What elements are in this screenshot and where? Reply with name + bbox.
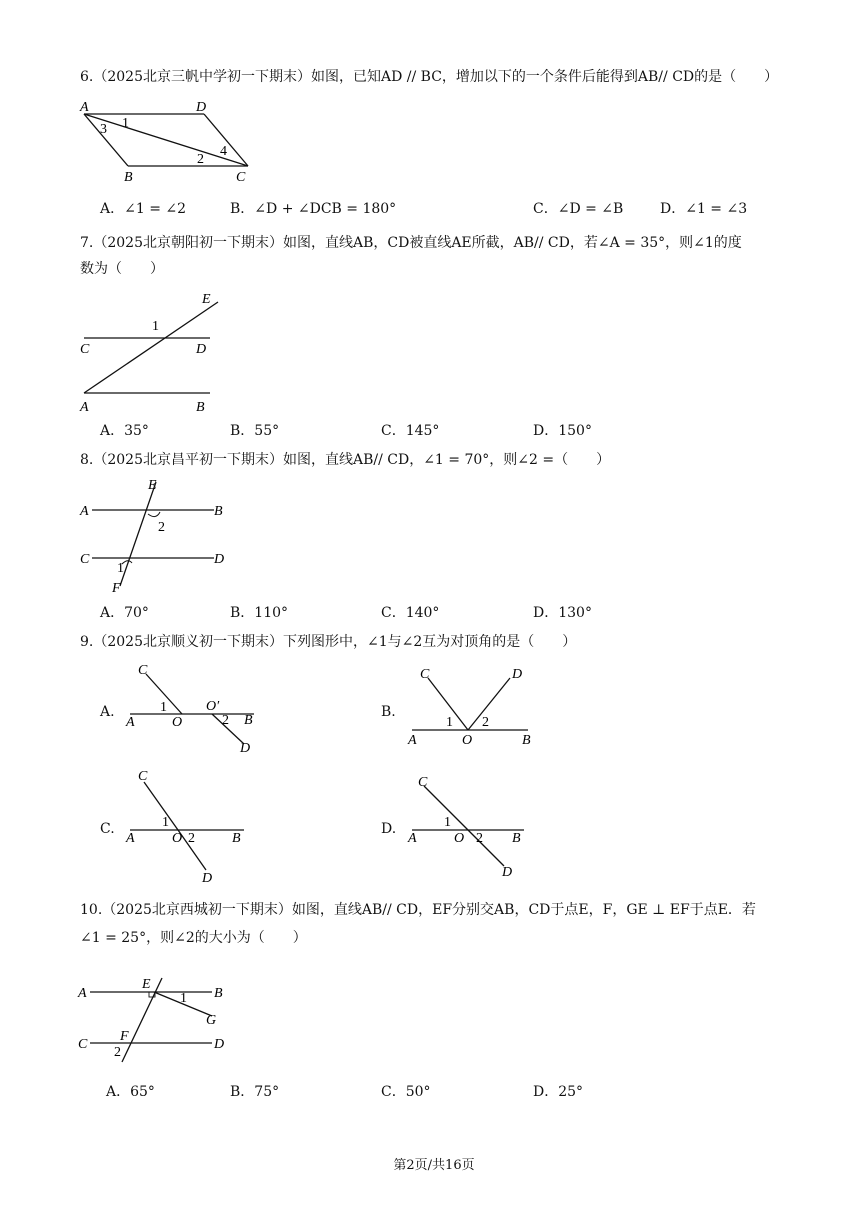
q7-figure — [76, 288, 236, 413]
q8-label-E: E — [148, 478, 157, 493]
q9-figure-d[interactable] — [404, 770, 544, 882]
q8-label-C: C — [80, 552, 90, 567]
q7-angle-1: 1 — [152, 319, 159, 334]
q9-choice-d-label[interactable]: D. — [381, 821, 397, 837]
q9c-label-B: B — [232, 831, 241, 846]
q10-label-F: F — [120, 1029, 129, 1044]
q10-label-E: E — [142, 977, 151, 992]
q9b-angle-1: 1 — [446, 715, 453, 730]
q9a-angle-1: 1 — [160, 700, 167, 715]
q9-choice-b-label[interactable]: B. — [381, 704, 396, 720]
q6-angle-2: 2 — [197, 152, 204, 167]
q9d-angle-2: 2 — [476, 831, 483, 846]
q9b-label-A: A — [408, 733, 417, 748]
q9d-label-B: B — [512, 831, 521, 846]
q8-option-d[interactable]: D．130° — [533, 605, 592, 621]
q8-angle-1: 1 — [117, 561, 124, 576]
q8-option-c[interactable]: C．140° — [381, 605, 440, 621]
q8-label-F: F — [112, 581, 121, 596]
q9c-label-D: D — [202, 871, 213, 886]
q6-label-D: D — [196, 100, 207, 115]
q7-stem-line2: 数为（ ） — [80, 261, 164, 277]
q9a-angle-2: 2 — [222, 713, 229, 728]
q10-option-a[interactable]: A．65° — [106, 1084, 155, 1100]
q9a-label-A: A — [126, 715, 135, 730]
q9-figure-a[interactable] — [124, 660, 264, 755]
q10-angle-2: 2 — [114, 1045, 121, 1060]
q6-stem: 6.（2025北京三帆中学初一下期末）如图，已知AD // BC，增加以下的一个条件后能得到AB// CD的是（ ） — [80, 69, 779, 85]
q7-stem-line1: 7.（2025北京朝阳初一下期末）如图，直线AB，CD被直线AE所截，AB// CD，若∠A = 35°，则∠1的度 — [80, 235, 742, 251]
q7-option-d[interactable]: D．150° — [533, 423, 592, 439]
q9-stem: 9.（2025北京顺义初一下期末）下列图形中，∠1与∠2互为对顶角的是（ ） — [80, 634, 577, 650]
q7-label-A: A — [80, 400, 89, 415]
q9-figure-b[interactable] — [404, 664, 544, 749]
q9d-label-D: D — [502, 865, 513, 880]
page-footer: 第2页/共16页 — [393, 1158, 475, 1173]
q7-option-a[interactable]: A．35° — [100, 423, 149, 439]
q9-choice-a-label[interactable]: A. — [100, 704, 115, 720]
q8-label-D: D — [214, 552, 225, 567]
q6-label-B: B — [124, 170, 133, 185]
q10-label-A: A — [78, 986, 87, 1001]
q9d-label-C: C — [418, 775, 428, 790]
q9a-label-C: C — [138, 663, 148, 678]
q10-option-b[interactable]: B．75° — [230, 1084, 280, 1100]
q8-option-b[interactable]: B．110° — [230, 605, 289, 621]
q6-figure — [76, 96, 256, 186]
q6-label-C: C — [236, 170, 246, 185]
q9d-angle-1: 1 — [444, 815, 451, 830]
q9a-label-O2: O′ — [206, 699, 220, 714]
q9c-label-O: O — [172, 831, 183, 846]
q9d-label-A: A — [408, 831, 417, 846]
q9c-label-A: A — [126, 831, 135, 846]
q7-label-B: B — [196, 400, 205, 415]
q9a-label-O: O — [172, 715, 183, 730]
q8-option-a[interactable]: A．70° — [100, 605, 149, 621]
q10-angle-1: 1 — [180, 991, 187, 1006]
q10-label-D: D — [214, 1037, 225, 1052]
q9-figure-c[interactable] — [124, 766, 264, 886]
q10-label-B: B — [214, 986, 223, 1001]
q9b-label-D: D — [512, 667, 523, 682]
q6-option-d[interactable]: D．∠1 = ∠3 — [660, 201, 748, 217]
q9c-angle-1: 1 — [162, 815, 169, 830]
q10-label-C: C — [78, 1037, 88, 1052]
q10-label-G: G — [206, 1013, 217, 1028]
q10-stem-line1: 10.（2025北京西城初一下期末）如图，直线AB// CD，EF分别交AB，CD于点E，F，GE ⊥ EF于点E．若 — [80, 902, 756, 918]
q6-angle-4: 4 — [220, 144, 227, 159]
q7-option-b[interactable]: B．55° — [230, 423, 280, 439]
q9b-label-C: C — [420, 667, 430, 682]
q9b-angle-2: 2 — [482, 715, 489, 730]
q6-option-c[interactable]: C．∠D = ∠B — [533, 201, 624, 217]
q7-option-c[interactable]: C．145° — [381, 423, 440, 439]
q6-option-b[interactable]: B．∠D + ∠DCB = 180° — [230, 201, 397, 217]
q9b-label-B: B — [522, 733, 531, 748]
q9c-label-C: C — [138, 769, 148, 784]
q10-stem-line2: ∠1 = 25°，则∠2的大小为（ ） — [80, 930, 307, 946]
q10-option-c[interactable]: C．50° — [381, 1084, 431, 1100]
q9d-label-O: O — [454, 831, 465, 846]
q10-figure — [76, 972, 236, 1072]
q8-figure — [76, 474, 236, 599]
q6-angle-1: 1 — [122, 116, 129, 131]
q7-label-D: D — [196, 342, 207, 357]
q9a-label-B: B — [244, 713, 253, 728]
q6-option-a[interactable]: A．∠1 = ∠2 — [100, 201, 187, 217]
q6-angle-3: 3 — [100, 122, 107, 137]
q8-label-B: B — [214, 504, 223, 519]
q7-label-C: C — [80, 342, 90, 357]
q7-label-E: E — [202, 292, 211, 307]
q8-angle-2: 2 — [158, 520, 165, 535]
q6-label-A: A — [80, 100, 89, 115]
q9a-label-D: D — [240, 741, 251, 756]
q9c-angle-2: 2 — [188, 831, 195, 846]
q10-option-d[interactable]: D．25° — [533, 1084, 584, 1100]
q9b-label-O: O — [462, 733, 473, 748]
q8-stem: 8.（2025北京昌平初一下期末）如图，直线AB// CD，∠1 = 70°，则∠2 =（ ） — [80, 452, 611, 468]
q9-choice-c-label[interactable]: C. — [100, 821, 115, 837]
q8-label-A: A — [80, 504, 89, 519]
